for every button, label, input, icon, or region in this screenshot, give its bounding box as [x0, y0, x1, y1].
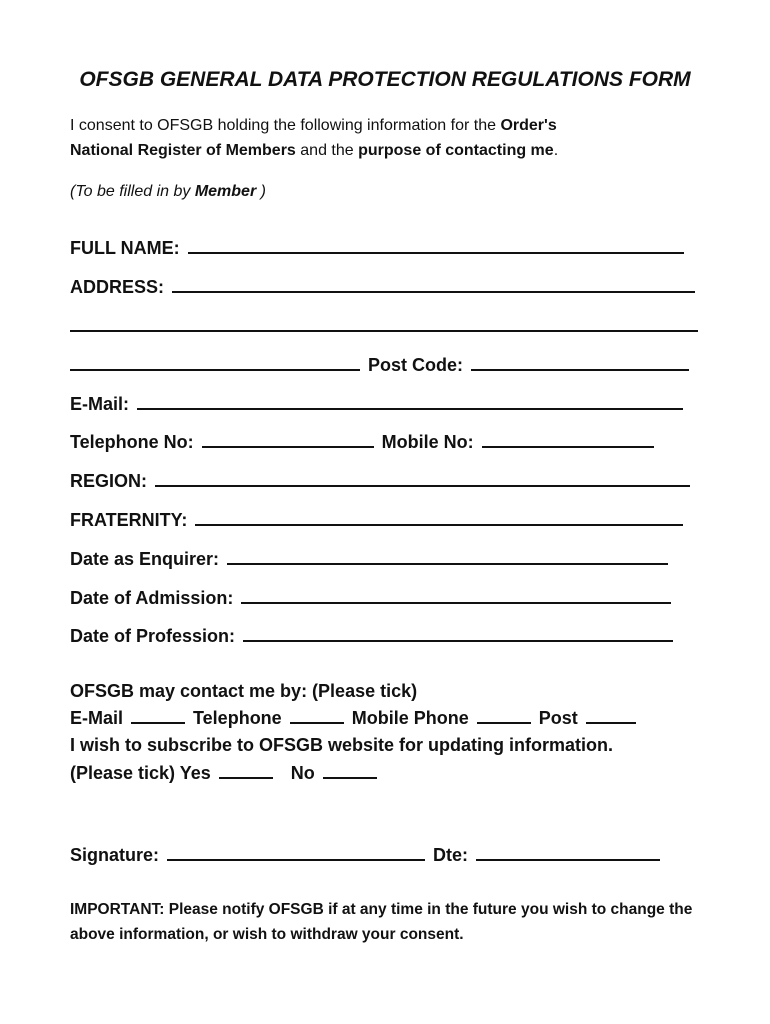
contact-mobile-tick[interactable]: [477, 708, 531, 724]
signature-field[interactable]: [167, 845, 425, 861]
date-profession-row: [70, 626, 673, 647]
form-title: OFSGB GENERAL DATA PROTECTION REGULATIONS FORM: [79, 68, 691, 91]
email-row: [70, 394, 683, 415]
subscribe-no-label: No: [290, 763, 315, 783]
telephone-label: Telephone No:: [70, 432, 194, 452]
post-code-label: Post Code:: [368, 355, 464, 375]
address-field-line-1[interactable]: [172, 277, 695, 293]
subscribe-row: [70, 735, 613, 756]
date-admission-label: Date of Admission:: [70, 588, 234, 608]
intro-text-and: and the: [295, 142, 359, 159]
contact-telephone-tick[interactable]: [290, 708, 344, 724]
mobile-field[interactable]: [482, 432, 654, 448]
address-label: ADDRESS:: [70, 277, 165, 297]
intro-line-1: [70, 117, 557, 135]
note-suffix: ): [256, 183, 266, 200]
contact-mobile-label: Mobile Phone: [351, 708, 469, 728]
contact-post-label: Post: [538, 708, 578, 728]
note-prefix: (To be filled in by: [70, 183, 195, 200]
subscribe-yes-tick[interactable]: [219, 763, 273, 779]
signature-label: Signature:: [70, 845, 160, 865]
important-note: IMPORTANT: Please notify OFSGB if at any time in the future you wish to change the above information, or wish to withdraw your consent.: [70, 901, 693, 943]
email-field[interactable]: [137, 394, 683, 410]
intro-bold-purpose: purpose of contacting me: [358, 142, 554, 159]
full-name-field[interactable]: [188, 238, 684, 254]
contact-heading-row: [70, 681, 417, 702]
contact-email-label: E-Mail: [70, 708, 124, 728]
signature-date-label: Dte:: [433, 845, 469, 865]
region-field[interactable]: [155, 471, 690, 487]
date-enquirer-row: [70, 549, 668, 570]
note-member: Member: [194, 183, 257, 200]
date-admission-field[interactable]: [241, 588, 671, 604]
email-label: E-Mail:: [70, 394, 130, 414]
address-field-line-2[interactable]: [70, 316, 698, 332]
subscribe-tick-row: [70, 763, 377, 784]
contact-telephone-label: Telephone: [193, 708, 282, 728]
intro-text: I consent to OFSGB holding the following information for the: [70, 117, 501, 134]
post-code-field[interactable]: [471, 355, 689, 371]
telephone-field[interactable]: [202, 432, 374, 448]
address-field-line-3[interactable]: [70, 355, 360, 371]
date-admission-row: [70, 588, 671, 609]
signature-date-field[interactable]: [476, 845, 660, 861]
intro-line-2: [70, 142, 558, 160]
date-profession-label: Date of Profession:: [70, 626, 236, 646]
full-name-row: [70, 238, 684, 259]
subscribe-text: I wish to subscribe to OFSGB website for updating information.: [70, 735, 614, 755]
subscribe-yes-label: (Please tick) Yes: [70, 763, 211, 783]
address-row: [70, 277, 695, 298]
signature-row: [70, 845, 660, 866]
fraternity-label: FRATERNITY:: [70, 510, 188, 530]
date-enquirer-field[interactable]: [227, 549, 668, 565]
contact-heading: OFSGB may contact me by: (Please tick): [70, 681, 418, 701]
intro-bold-register: National Register of Members: [70, 142, 296, 159]
region-label: REGION:: [70, 471, 148, 491]
mobile-label: Mobile No:: [381, 432, 474, 452]
phone-row: [70, 432, 654, 453]
subscribe-no-tick[interactable]: [323, 763, 377, 779]
contact-email-tick[interactable]: [131, 708, 185, 724]
fill-note: [70, 183, 266, 201]
contact-post-tick[interactable]: [586, 708, 636, 724]
intro-period: .: [553, 142, 559, 159]
contact-options-row: [70, 708, 636, 729]
fraternity-field[interactable]: [195, 510, 683, 526]
postcode-row: [70, 355, 689, 376]
intro-bold-orders: Order's: [500, 117, 557, 134]
region-row: [70, 471, 690, 492]
address-row-2: [70, 316, 698, 332]
fraternity-row: [70, 510, 683, 531]
date-enquirer-label: Date as Enquirer:: [70, 549, 220, 569]
full-name-label: FULL NAME:: [70, 238, 180, 258]
date-profession-field[interactable]: [243, 626, 673, 642]
